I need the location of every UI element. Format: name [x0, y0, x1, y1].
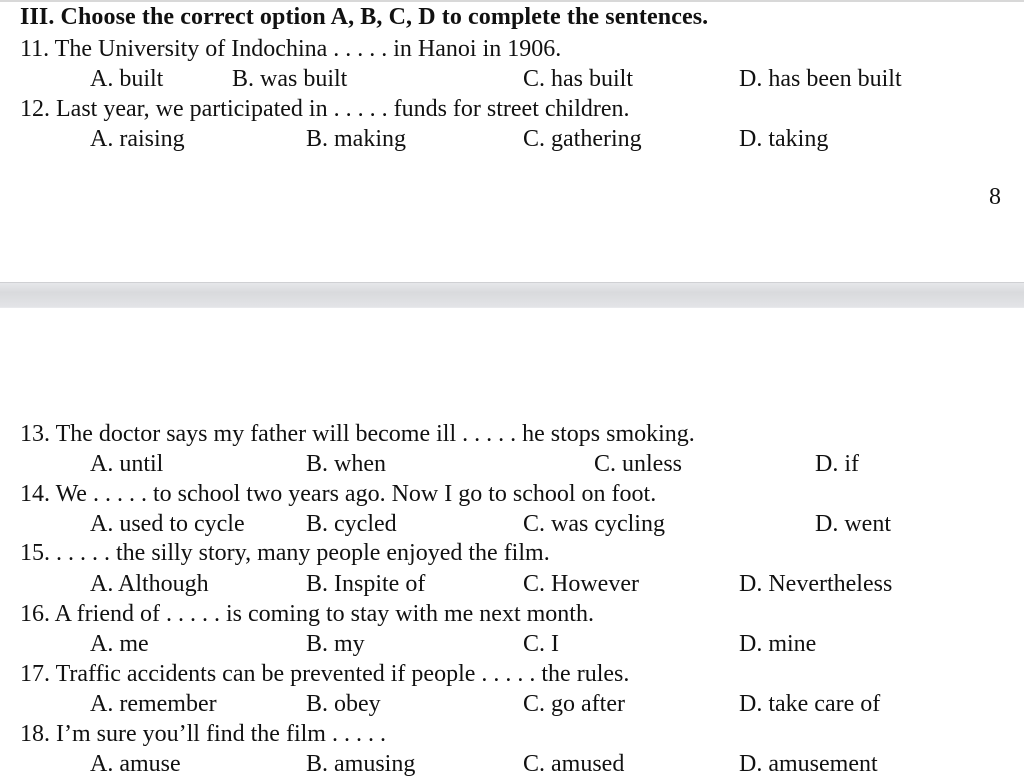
question-12: 12. Last year, we participated in . . . . . funds for street children. [20, 96, 630, 122]
question-17-option-c: C. go after [523, 691, 625, 717]
question-15: 15. . . . . . the silly story, many people enjoyed the film. [20, 540, 550, 566]
question-14-option-a: A. used to cycle [90, 511, 245, 537]
question-15-option-b: B. Inspite of [306, 571, 426, 597]
question-17: 17. Traffic accidents can be prevented if people . . . . . the rules. [20, 661, 630, 687]
question-15-option-d: D. Nevertheless [739, 571, 893, 597]
question-14-option-d: D. went [815, 511, 891, 537]
question-13-option-c: C. unless [594, 451, 683, 477]
question-16-option-d: D. mine [739, 631, 817, 657]
question-12-option-d: D. taking [739, 126, 829, 152]
question-11-option-d: D. has been built [739, 66, 902, 92]
question-16-option-c: C. I [523, 631, 559, 657]
question-18-option-d: D. amusement [739, 751, 878, 777]
question-16-option-b: B. my [306, 631, 365, 657]
question-13-option-d: D. if [815, 451, 859, 477]
page-break-gap [0, 282, 1024, 308]
question-13-option-a: A. until [90, 451, 164, 477]
question-11: 11. The University of Indochina . . . . . in Hanoi in 1906. [20, 36, 562, 62]
question-18-option-c: C. amused [523, 751, 625, 777]
question-11-option-b: B. was built [232, 66, 348, 92]
question-12-option-a: A. raising [90, 126, 185, 152]
question-15-option-a: A. Although [90, 571, 209, 597]
question-12-option-c: C. gathering [523, 126, 642, 152]
question-13: 13. The doctor says my father will become ill . . . . . he stops smoking. [20, 421, 695, 447]
question-14-option-b: B. cycled [306, 511, 397, 537]
page-number: 8 [989, 184, 1001, 210]
question-15-option-c: C. However [523, 571, 639, 597]
question-11-option-c: C. has built [523, 66, 634, 92]
question-14: 14. We . . . . . to school two years ago. Now I go to school on foot. [20, 481, 657, 507]
question-13-option-b: B. when [306, 451, 386, 477]
question-18-option-a: A. amuse [90, 751, 181, 777]
question-12-option-b: B. making [306, 126, 406, 152]
question-17-option-b: B. obey [306, 691, 381, 717]
question-18-option-b: B. amusing [306, 751, 416, 777]
question-17-option-d: D. take care of [739, 691, 881, 717]
question-16: 16. A friend of . . . . . is coming to stay with me next month. [20, 601, 594, 627]
question-17-option-a: A. remember [90, 691, 217, 717]
question-18: 18. I’m sure you’ll find the film . . . . . [20, 721, 386, 747]
question-14-option-c: C. was cycling [523, 511, 665, 537]
question-16-option-a: A. me [90, 631, 149, 657]
question-11-option-a: A. built [90, 66, 164, 92]
section-title: III. Choose the correct option A, B, C, D to complete the sentences. [20, 4, 709, 30]
page-top-border [0, 0, 1024, 2]
